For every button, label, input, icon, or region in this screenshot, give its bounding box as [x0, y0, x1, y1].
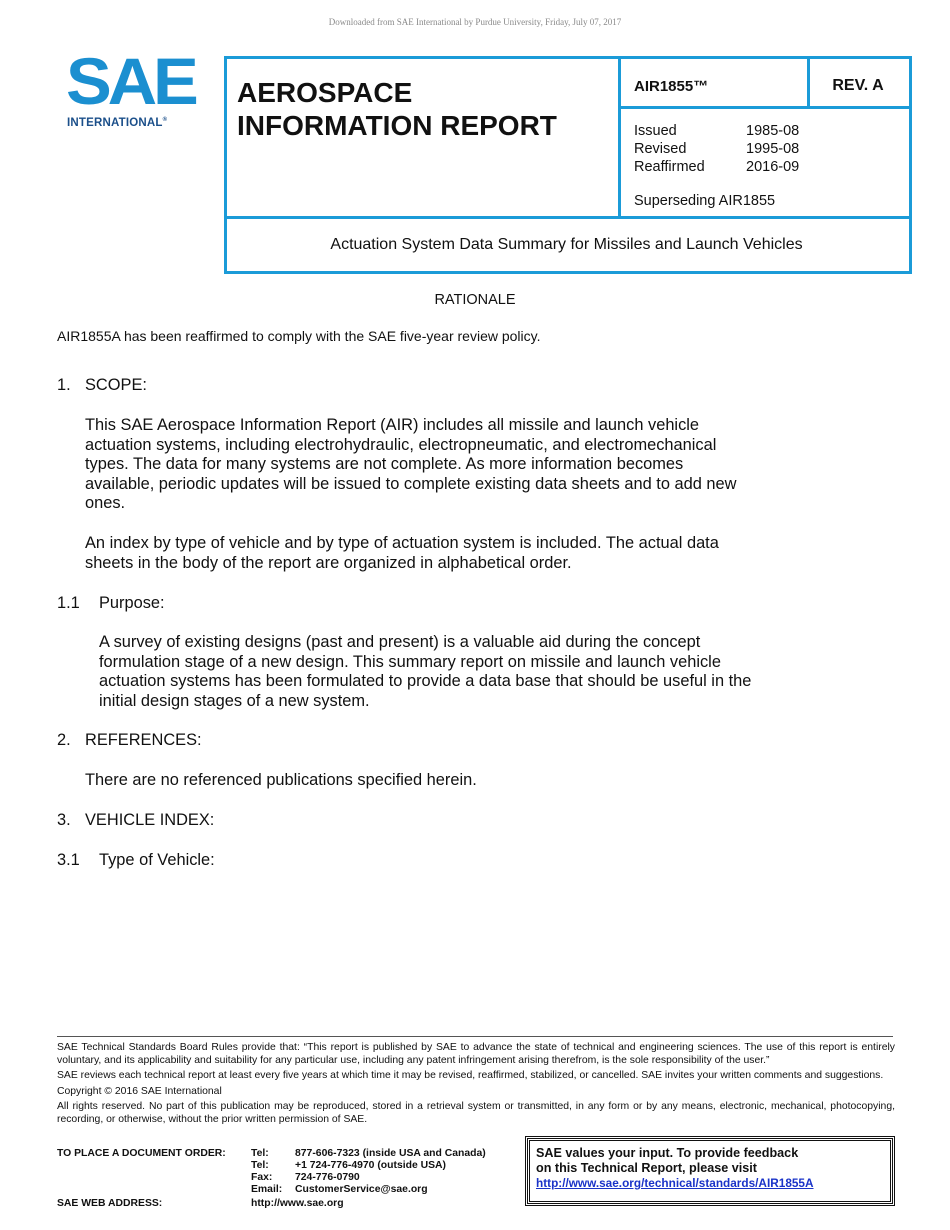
section-title-vehicle-index: VEHICLE INDEX:	[85, 811, 215, 829]
feedback-box	[527, 1138, 893, 1204]
logo-letters: SAE	[66, 44, 195, 118]
revision-dates	[634, 122, 799, 176]
document-title: Actuation System Data Summary for Missiles and Launch Vehicles	[330, 236, 803, 253]
order-contacts	[251, 1148, 486, 1196]
web-address-value[interactable]: http://www.sae.org	[251, 1198, 344, 1209]
section-number-type-of-vehicle: 3.1	[57, 851, 80, 869]
scope-paragraph-1: This SAE Aerospace Information Report (AIR) includes all missile and launch vehicle actuation systems, including electrohydraulic, electropneumatic, and electromechanical types. The data for many systems are not complete. As more information becomes available, periodic updates will be issued to complete existing data sheets and to add new ones.	[85, 416, 737, 512]
download-note: Downloaded from SAE International by Purdue University, Friday, July 07, 2017	[328, 17, 622, 27]
web-address-label: SAE WEB ADDRESS:	[57, 1198, 163, 1209]
document-number: AIR1855™	[634, 78, 709, 95]
purpose-paragraph: A survey of existing designs (past and present) is a valuable aid during the concept formulation stage of a new design. This summary report on missile and launch vehicle actuation systems has been formulated to provide a data base that should be useful in the initial design stages of a new system.	[99, 633, 752, 710]
order-label: TO PLACE A DOCUMENT ORDER:	[57, 1148, 226, 1159]
date-row-revised: Revised 1995-08	[634, 141, 800, 157]
feedback-line-1: SAE values your input. To provide feedback	[536, 1146, 799, 1160]
contact-row: Email: CustomerService@sae.org	[251, 1184, 428, 1195]
header-divider-left	[618, 56, 621, 219]
contact-row: Fax: 724-776-0790	[251, 1172, 360, 1183]
superseding-note: Superseding AIR1855	[634, 193, 776, 209]
footer-rule	[57, 1036, 893, 1037]
section-title-type-of-vehicle: Type of Vehicle:	[99, 851, 215, 869]
footer-copyright: Copyright © 2016 SAE International	[57, 1085, 222, 1097]
feedback-link[interactable]: http://www.sae.org/technical/standards/AIR1855A	[536, 1176, 814, 1190]
logo-subtitle: INTERNATIONAL®	[67, 117, 168, 129]
footer-rights-text: All rights reserved. No part of this publication may be reproduced, stored in a retrieval system or transmitted, in any form or by any means, electronic, mechanical, photocopying, recording, or otherwise, without the prior written permission of SAE.	[57, 1101, 895, 1125]
rationale-heading: RATIONALE	[434, 292, 516, 308]
section-title-references: REFERENCES:	[85, 731, 202, 749]
report-type: AEROSPACE INFORMATION REPORT	[237, 77, 557, 141]
footer-review-text: SAE reviews each technical report at least every five years at which time it may be revised, reaffirmed, stabilized, or cancelled. SAE invites your written comments and suggestions.	[57, 1070, 884, 1082]
contact-row: Tel: 877-606-7323 (inside USA and Canada)	[251, 1148, 486, 1159]
rationale-text: AIR1855A has been reaffirmed to comply with the SAE five-year review policy.	[57, 328, 541, 344]
section-number-scope: 1.	[57, 376, 71, 394]
header-divider-title	[224, 216, 909, 219]
section-number-purpose: 1.1	[57, 594, 80, 612]
section-title-purpose: Purpose:	[99, 594, 165, 612]
sae-logo	[66, 44, 195, 134]
references-text: There are no referenced publications specified herein.	[85, 771, 477, 789]
section-title-scope: SCOPE:	[85, 376, 147, 394]
revision-label: REV. A	[832, 77, 884, 94]
contact-row: Tel: +1 724-776-4970 (outside USA)	[251, 1160, 447, 1171]
date-row-reaffirmed: Reaffirmed 2016-09	[634, 159, 800, 175]
footer-notes	[57, 1042, 895, 1127]
scope-paragraph-2: An index by type of vehicle and by type of actuation system is included. The actual data sheets in the body of the report are organized in alphabetical order.	[85, 534, 719, 572]
section-number-vehicle-index: 3.	[57, 811, 71, 829]
date-row-issued: Issued 1985-08	[634, 123, 800, 139]
section-number-references: 2.	[57, 731, 71, 749]
footer-rules-text: SAE Technical Standards Board Rules provide that: “This report is published by SAE to advance the state of technical and engineering sciences. The use of this report is entirely voluntary, and its applicability and suitability for any particular use, including any patent infringement arising therefrom, is the sole responsibility of the user.”	[57, 1042, 895, 1066]
feedback-line-2: on this Technical Report, please visit	[536, 1161, 757, 1175]
header-divider-docnum	[618, 106, 909, 109]
